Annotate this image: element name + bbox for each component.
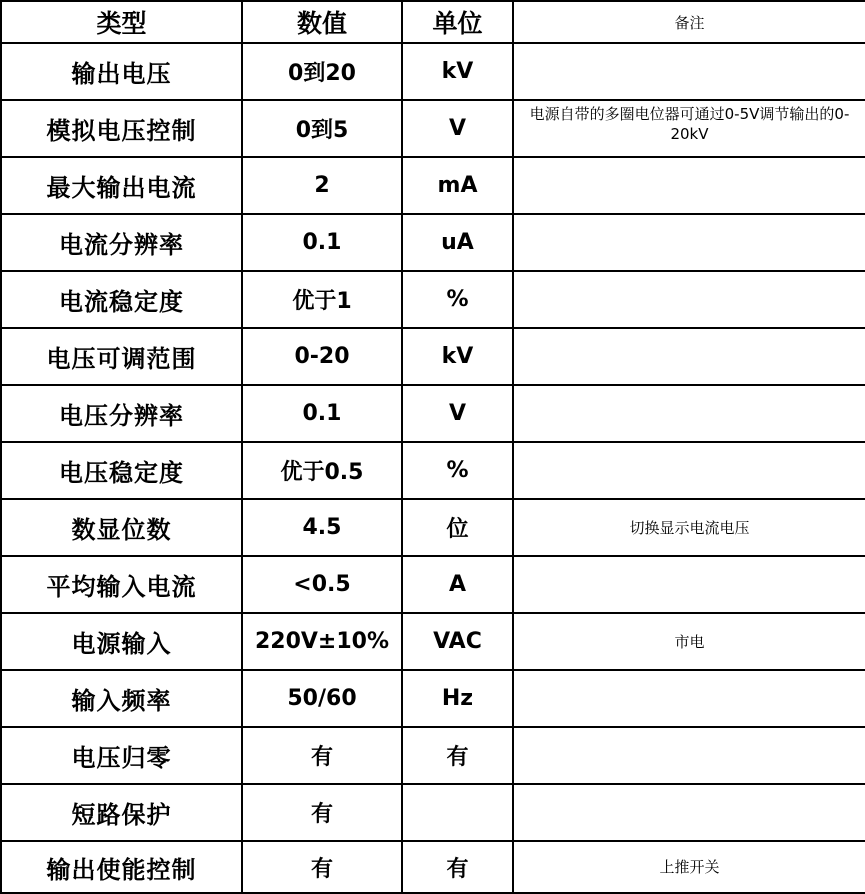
table-row (1, 784, 865, 841)
cell-value: 0到5 (242, 100, 402, 157)
cell-type: 电压可调范围 (1, 328, 242, 385)
table-row (1, 157, 865, 214)
cell-type: 输出电压 (1, 43, 242, 100)
cell-value: 优于1 (242, 271, 402, 328)
cell-unit: 位 (402, 499, 513, 556)
cell-unit: 有 (402, 841, 513, 893)
cell-type: 输入频率 (1, 670, 242, 727)
cell-note (513, 556, 865, 613)
cell-note (513, 157, 865, 214)
cell-unit: VAC (402, 613, 513, 670)
cell-note (513, 43, 865, 100)
cell-type: 平均输入电流 (1, 556, 242, 613)
cell-unit: % (402, 442, 513, 499)
table-row (1, 385, 865, 442)
cell-unit: Hz (402, 670, 513, 727)
table-row (1, 442, 865, 499)
cell-value: 有 (242, 784, 402, 841)
cell-note (513, 442, 865, 499)
cell-value: 0.1 (242, 385, 402, 442)
cell-unit: V (402, 385, 513, 442)
cell-note: 切换显示电流电压 (513, 499, 865, 556)
header-value: 数值 (242, 1, 402, 43)
cell-type: 数显位数 (1, 499, 242, 556)
cell-note (513, 385, 865, 442)
cell-note (513, 784, 865, 841)
cell-note (513, 328, 865, 385)
cell-type: 最大输出电流 (1, 157, 242, 214)
table-row (1, 214, 865, 271)
table-row (1, 556, 865, 613)
table-row (1, 43, 865, 100)
cell-unit: mA (402, 157, 513, 214)
header-note: 备注 (513, 1, 865, 43)
table-row (1, 271, 865, 328)
table-row (1, 670, 865, 727)
cell-type: 电流稳定度 (1, 271, 242, 328)
cell-value: 有 (242, 841, 402, 893)
cell-type: 模拟电压控制 (1, 100, 242, 157)
cell-note: 电源自带的多圈电位器可通过0-5V调节输出的0-20kV (513, 100, 865, 157)
cell-unit: kV (402, 328, 513, 385)
cell-unit: A (402, 556, 513, 613)
cell-note (513, 727, 865, 784)
cell-value: 4.5 (242, 499, 402, 556)
cell-type: 电流分辨率 (1, 214, 242, 271)
cell-value: 优于0.5 (242, 442, 402, 499)
cell-unit (402, 784, 513, 841)
cell-note: 市电 (513, 613, 865, 670)
cell-type: 短路保护 (1, 784, 242, 841)
cell-value: 220V±10% (242, 613, 402, 670)
table-row (1, 100, 865, 157)
cell-value: 有 (242, 727, 402, 784)
table-row (1, 727, 865, 784)
table-row (1, 499, 865, 556)
table-row (1, 613, 865, 670)
cell-type: 电压归零 (1, 727, 242, 784)
cell-value: 0.1 (242, 214, 402, 271)
table-header-row (1, 1, 865, 43)
header-unit: 单位 (402, 1, 513, 43)
cell-note: 上推开关 (513, 841, 865, 893)
cell-unit: V (402, 100, 513, 157)
cell-note (513, 670, 865, 727)
cell-type: 输出使能控制 (1, 841, 242, 893)
cell-type: 电源输入 (1, 613, 242, 670)
table-row (1, 328, 865, 385)
cell-value: 2 (242, 157, 402, 214)
cell-value: 0到20 (242, 43, 402, 100)
header-type: 类型 (1, 1, 242, 43)
cell-unit: 有 (402, 727, 513, 784)
cell-unit: uA (402, 214, 513, 271)
cell-note (513, 271, 865, 328)
cell-value: <0.5 (242, 556, 402, 613)
cell-unit: % (402, 271, 513, 328)
cell-type: 电压稳定度 (1, 442, 242, 499)
cell-type: 电压分辨率 (1, 385, 242, 442)
cell-note (513, 214, 865, 271)
cell-value: 50/60 (242, 670, 402, 727)
cell-unit: kV (402, 43, 513, 100)
cell-value: 0-20 (242, 328, 402, 385)
table-row (1, 841, 865, 893)
